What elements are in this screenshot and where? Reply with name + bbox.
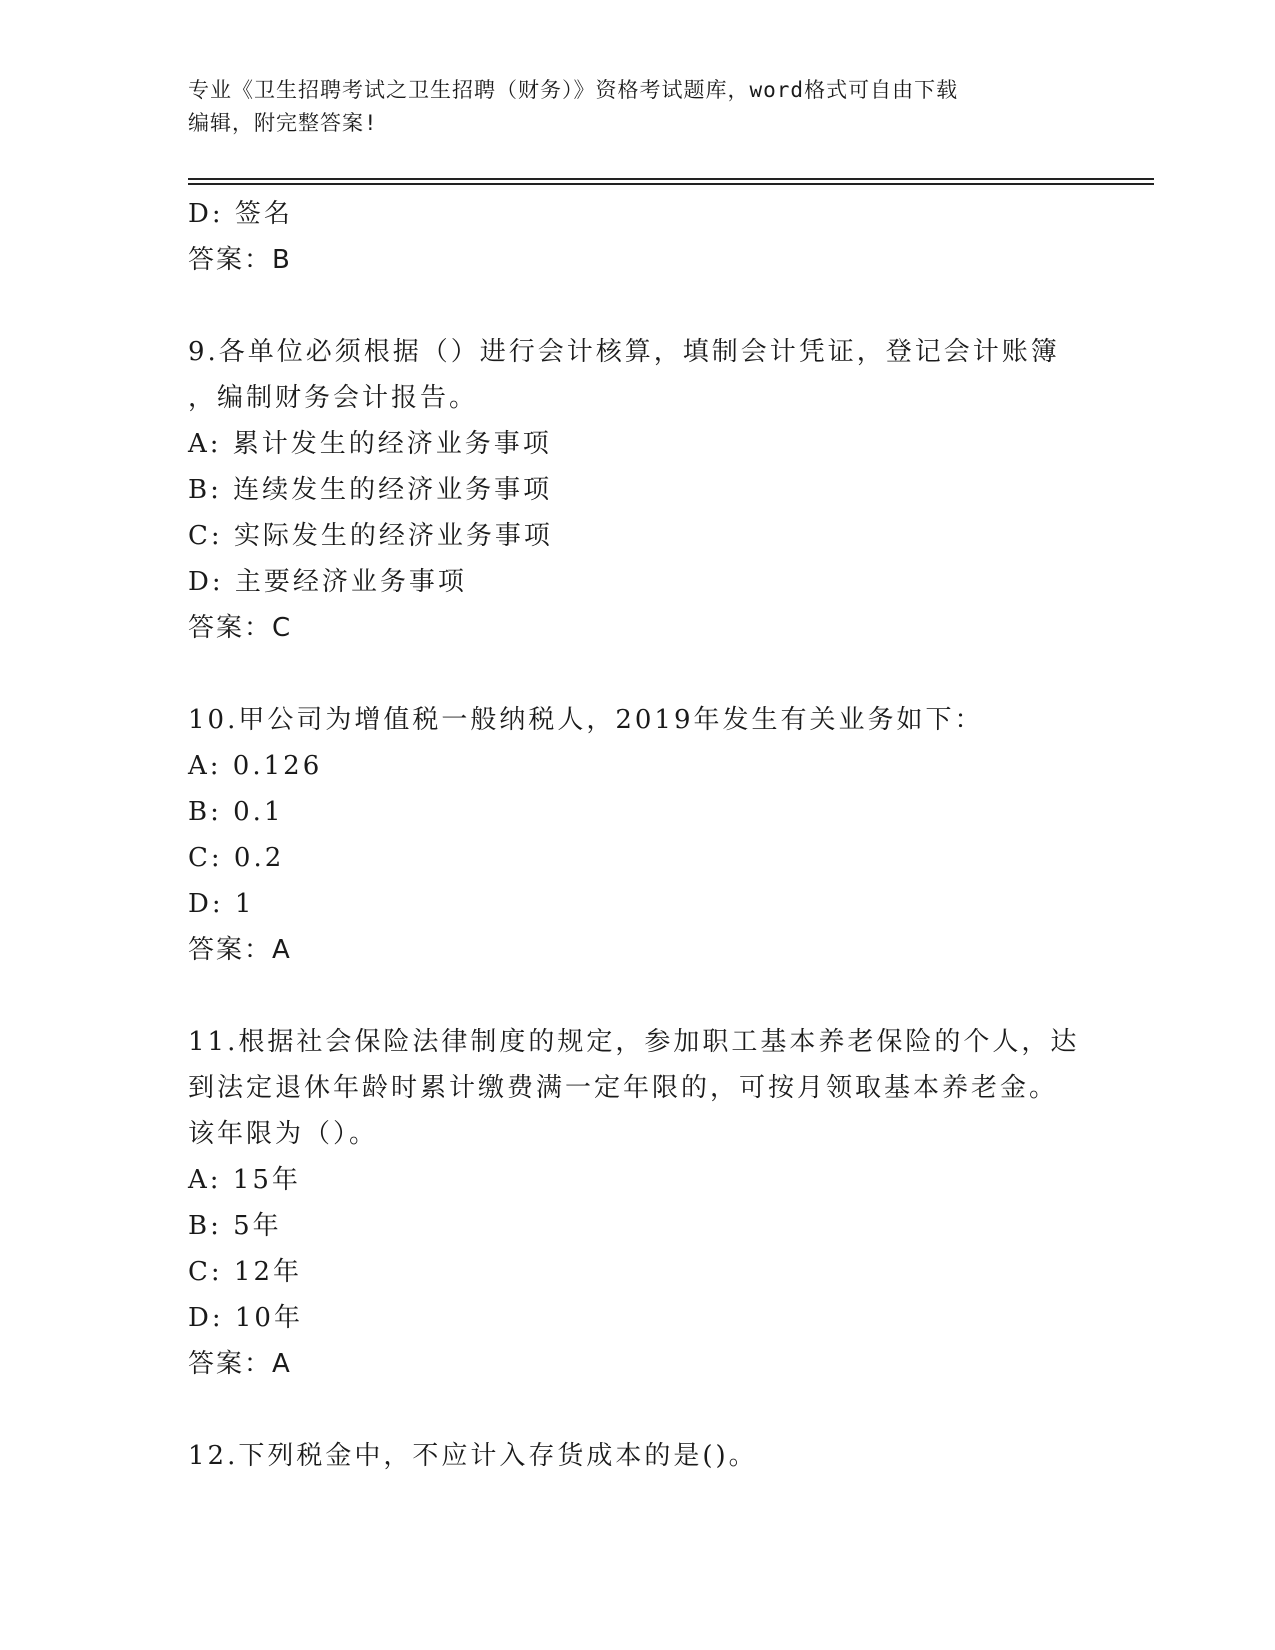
q9-option-d: D: 主要经济业务事项 xyxy=(188,567,467,597)
q11-answer: 答案：A xyxy=(188,1349,292,1379)
q8-answer: 答案：B xyxy=(188,245,292,275)
q11-text-line-2: 到法定退休年龄时累计缴费满一定年限的，可按月领取基本养老金。 xyxy=(188,1073,1059,1103)
q10-text-line-1: 10.甲公司为增值税一般纳税人，2019年发生有关业务如下： xyxy=(188,705,984,735)
question-8-tail xyxy=(188,191,1154,283)
question-10 xyxy=(188,697,1154,973)
q10-option-d: D: 1 xyxy=(188,889,255,919)
question-9 xyxy=(188,329,1154,651)
header-line-1: 专业《卫生招聘考试之卫生招聘（财务）》资格考试题库，word格式可自由下载 xyxy=(188,78,959,102)
document-header xyxy=(188,74,1068,140)
q11-text-line-1: 11.根据社会保险法律制度的规定，参加职工基本养老保险的个人，达 xyxy=(188,1027,1080,1057)
q11-option-b: B: 5年 xyxy=(188,1211,282,1241)
q9-text-line-2: ，编制财务会计报告。 xyxy=(188,383,479,413)
header-line-2: 编辑，附完整答案! xyxy=(188,111,378,135)
question-list xyxy=(188,191,1154,1479)
q10-option-b: B: 0.1 xyxy=(188,797,284,827)
q11-option-a: A: 15年 xyxy=(188,1165,301,1195)
q10-option-c: C: 0.2 xyxy=(188,843,285,873)
spacer xyxy=(188,651,1154,697)
header-divider-bottom xyxy=(188,183,1154,185)
spacer xyxy=(188,973,1154,1019)
question-12 xyxy=(188,1433,1154,1479)
q9-text-line-1: 9.各单位必须根据（）进行会计核算，填制会计凭证，登记会计账簿 xyxy=(188,337,1060,367)
q9-option-a: A: 累计发生的经济业务事项 xyxy=(188,429,552,459)
q10-option-a: A: 0.126 xyxy=(188,751,323,781)
q9-answer: 答案：C xyxy=(188,613,293,643)
question-11 xyxy=(188,1019,1154,1387)
q9-option-b: B: 连续发生的经济业务事项 xyxy=(188,475,553,505)
q12-text-line-1: 12.下列税金中，不应计入存货成本的是()。 xyxy=(188,1441,758,1471)
q11-option-c: C: 12年 xyxy=(188,1257,303,1287)
spacer xyxy=(188,283,1154,329)
q10-answer: 答案：A xyxy=(188,935,292,965)
q9-option-c: C: 实际发生的经济业务事项 xyxy=(188,521,553,551)
spacer xyxy=(188,1387,1154,1433)
header-divider-top xyxy=(188,178,1154,180)
q11-text-line-3: 该年限为（）。 xyxy=(188,1119,379,1149)
q11-option-d: D: 10年 xyxy=(188,1303,303,1333)
q8-option-d: D: 签名 xyxy=(188,199,293,229)
